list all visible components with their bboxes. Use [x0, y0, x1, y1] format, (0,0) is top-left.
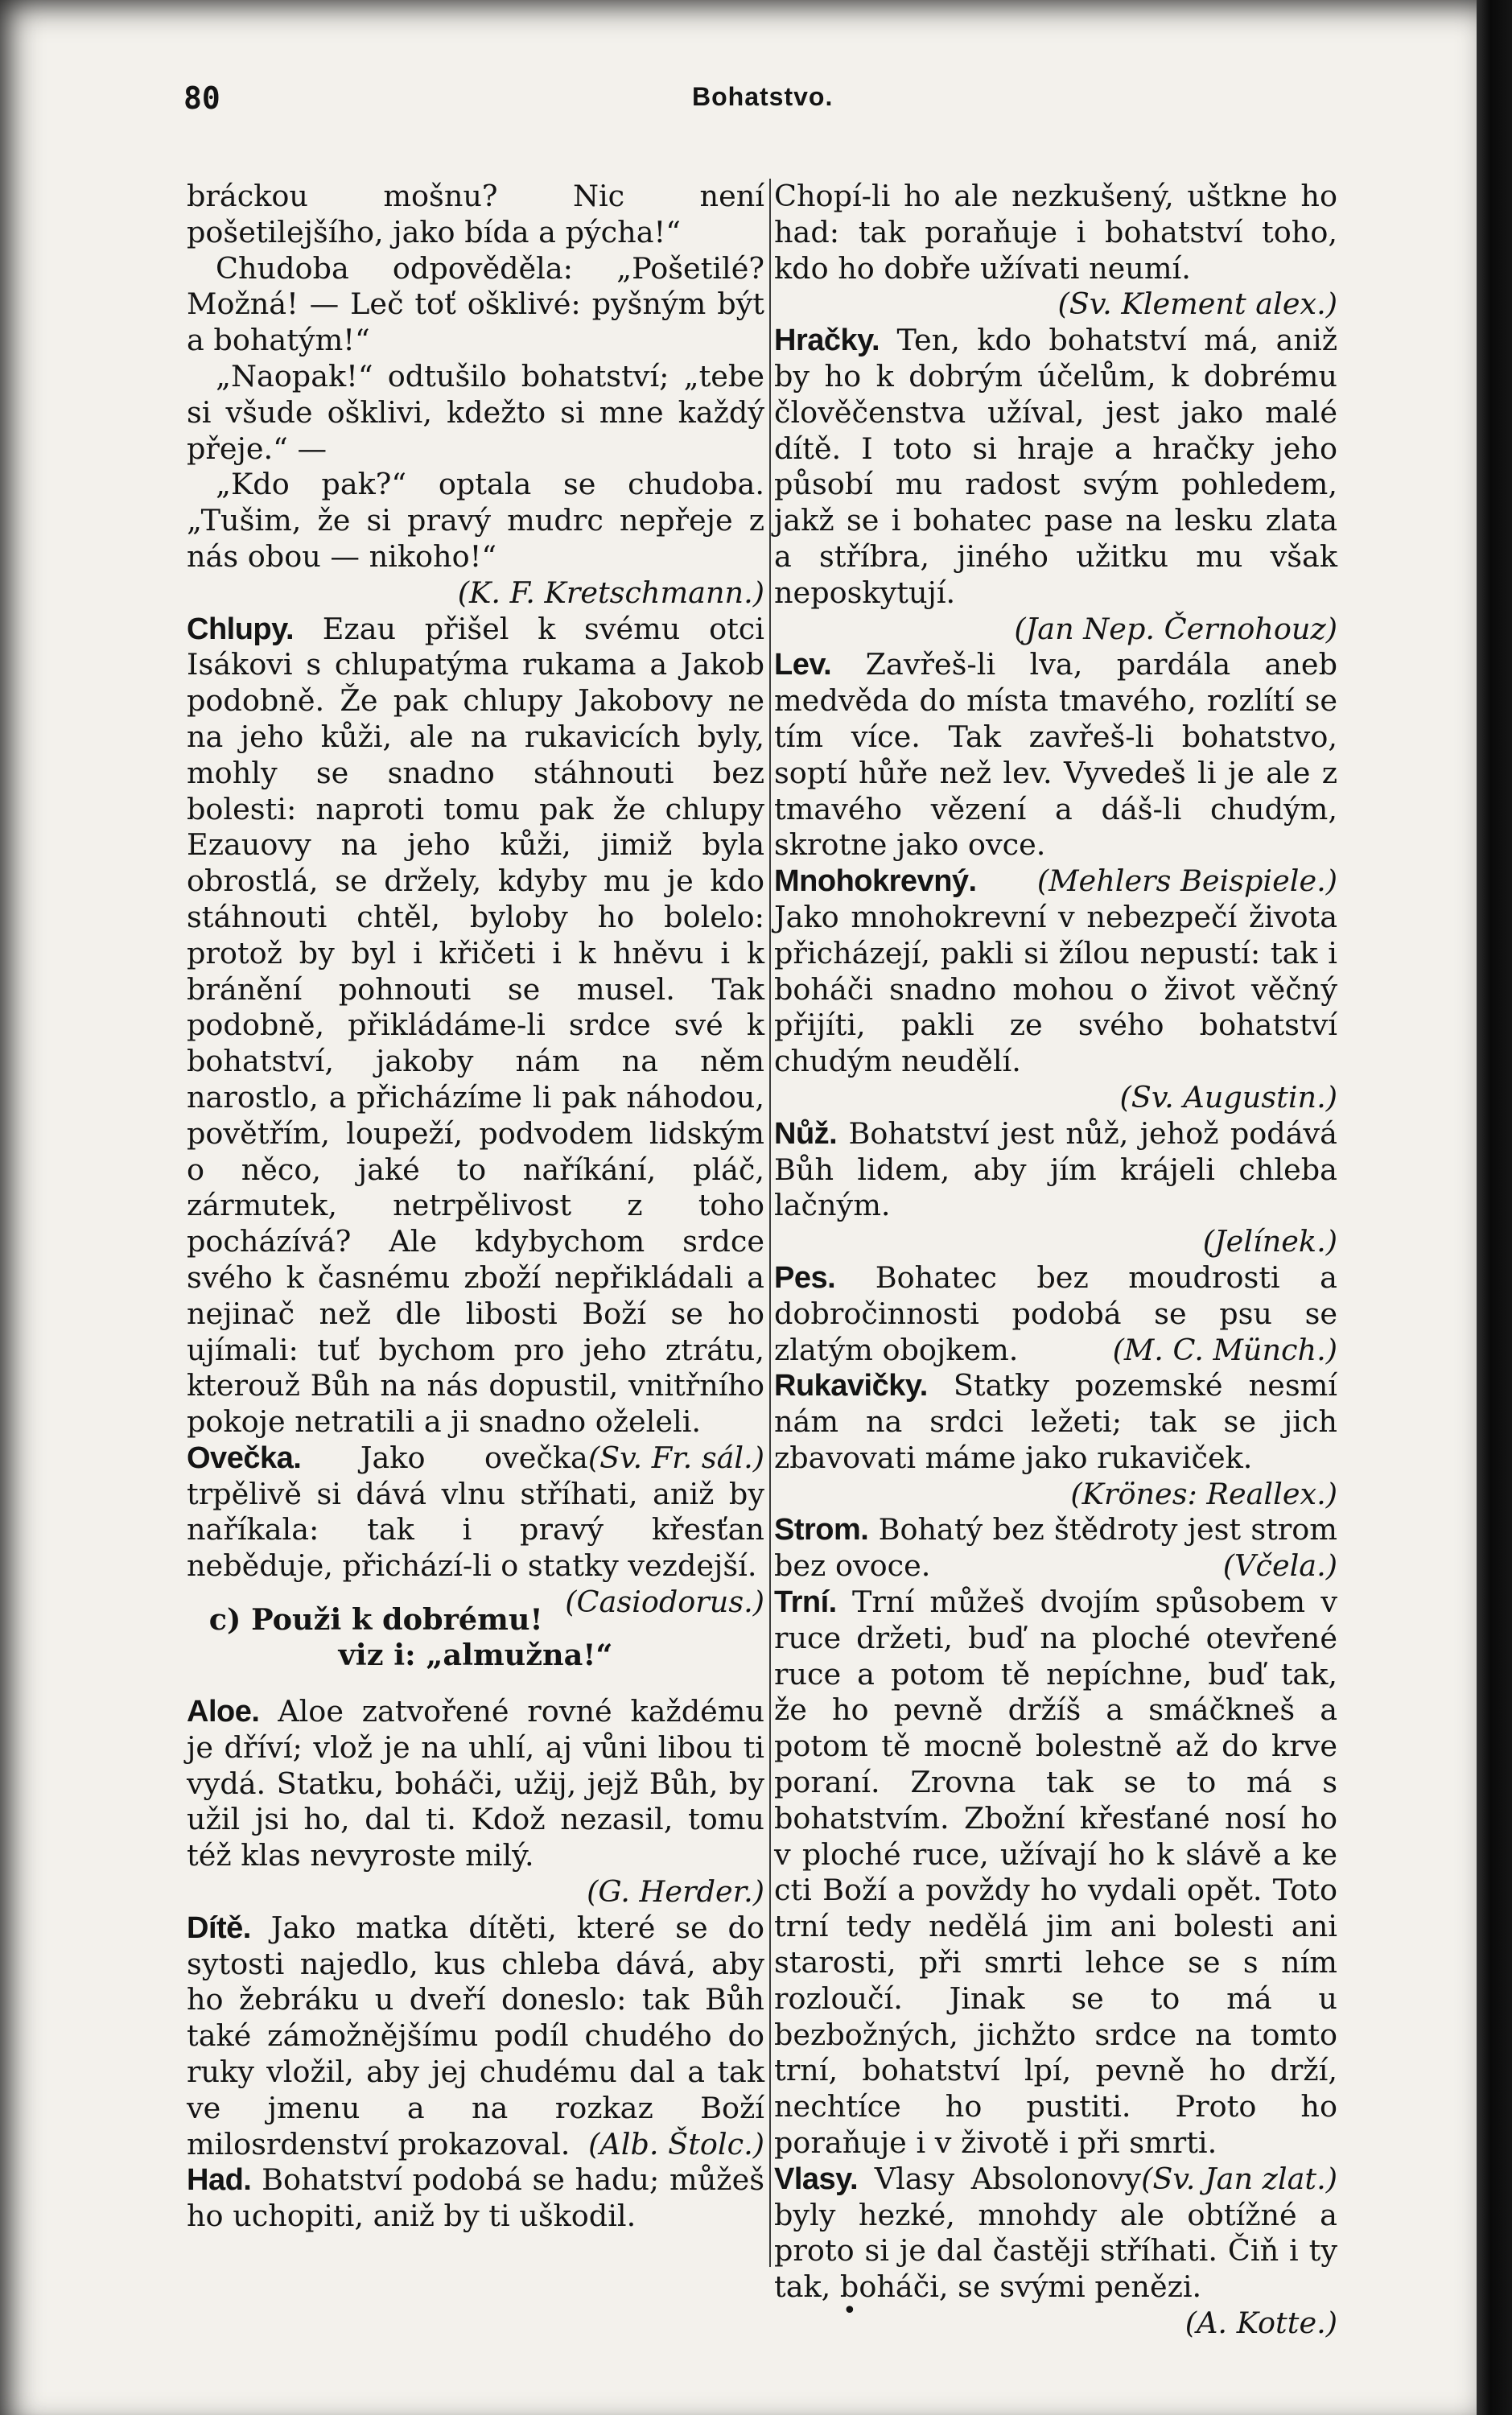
source-citation: (Sv. Fr. sál.) — [587, 1440, 764, 1475]
entry-text: Bohatec bez moudrosti a dobročinnosti podobá se psu se zlatým obojkem. — [774, 1259, 1337, 1367]
entry-text: Jako ovečka trpělivě si dává vlnu stříhati, aniž by naříkala: tak i pravý křesťan neběduje, přichází-li o statky vezdejší. — [187, 1440, 764, 1584]
entry-headword: Lev. — [774, 648, 832, 682]
entry-headword: Dítě. — [187, 1910, 251, 1945]
entry-had — [187, 2162, 764, 2235]
source-citation: (Jan Nep. Černohouz) — [1014, 611, 1337, 646]
source-citation: (Jelínek.) — [1202, 1224, 1337, 1259]
source-citation: (Casiodorus.) — [565, 1585, 764, 1620]
entry-headword: Mnohokrevný. — [774, 864, 977, 899]
scan-edge — [1477, 0, 1512, 2415]
entry-headword: Chlupy. — [187, 612, 295, 646]
entry-aloe — [187, 1694, 764, 1910]
entry-headword: Pes. — [774, 1260, 836, 1295]
paragraph-text: Chopí-li ho ale nezkušený, uštkne ho had: tak poraňuje i bohatství toho, kdo ho dobře užívati neumí. — [774, 179, 1337, 286]
entry-headword: Had. — [187, 2163, 252, 2198]
paragraph — [187, 467, 764, 611]
paragraph: „Naopak!“ odtušilo bohatství; „tebe si všude ošklivi, kdežto si mne každý přeje.“ — — [187, 358, 764, 466]
entry-text: Ezau přišel k svému otci Isákovi s chlupatýma rukama a Jakob podobně. Že pak chlupy Jakobovy ne na jeho kůži, ale na rukavicích byly, mohly se snadno stáhnouti bez bolesti: naproti tomu pak že chlupy Ezauovy na jeho kůži, jimiž byla obrostlá, se držely, kdyby mu je kdo stáhnouti chtěl, byloby ho bolelo: protož by byl i křičeti i k hněvu i k bránění pohnouti se musel. Tak podobně, přikládáme-li srdce své k bohatství, jakoby nám na něm narostlo, a přicházíme li pak náhodou, povětřím, loupeží, podvodem lidským o něco, jaké to naříkání, pláč, zármutek, netrpělivost z toho pocházívá? Ale kdybychom srdce svého k časnému zboží nepřikládali a nejinač než dle libosti Boží se ho ujímali: tuť bychom pro jeho ztrátu, kterouž Bůh na nás dopustil, vnitřního pokoje netratili a ji snadno oželeli. — [187, 611, 764, 1440]
entry-headword: Nůž. — [774, 1116, 838, 1151]
section-title: c) Použi k dobrému! viz i: „almužna!“ — [208, 1602, 613, 1673]
source-citation: (M. C. Münch.) — [1112, 1332, 1337, 1367]
entry-text: Zavřeš-li lva, pardála aneb medvěda do místa tmavého, rozlítí se tím více. Tak zavřeš-li bohatstvo, soptí hůře než lev. Vyvedeš li je ale z tmavého vězení a dáš-li chudým, skrotne jako ovce. — [774, 647, 1337, 863]
paragraph: bráckou mošnu? Nic není pošetilejšího, jako bída a pýcha!“ — [187, 179, 764, 249]
entry-text: Jako matka dítěti, které se do sytosti najedlo, kus chleba dává, aby ho žebráku u dveří doneslo: tak Bůh také zámožnějšímu podíl chudého do ruky vložil, aby jej chudému dal a tak ve jmenu a na rozkaz Boží milosrdenství prokazoval. — [187, 1910, 764, 2162]
source-citation: (Alb. Štolc.) — [588, 2126, 764, 2162]
entry-headword: Strom. — [774, 1513, 869, 1547]
entry-text: Aloe zatvořené rovné každému je dříví; vlož je na uhlí, aj vůni libou ti vydá. Statku, boháči, užij, jejž Bůh, by užil jsi ho, dal ti. Kdož nezasil, tomu též klas nevyroste milý. — [187, 1694, 764, 1873]
source-citation: (K. F. Kretschmann.) — [457, 575, 764, 610]
running-head: Bohatstvo. — [692, 82, 834, 111]
entry-dite — [187, 1910, 764, 2163]
paragraph — [774, 179, 1337, 323]
entry-hracky — [774, 323, 1337, 647]
entry-headword: Aloe. — [187, 1695, 260, 1729]
entry-mnohokrevny — [774, 863, 1337, 1116]
entry-text: Ten, kdo bohatství má, aniž by ho k dobrým účelům, k dobrému člověčenstva užíval, jest jako malé dítě. I toto si hraje a hračky jeho působí mu radost svým pohledem, jakž se i bohatec pase na lesku zlata a stříbra, jiného užitku mu však neposkytují. — [774, 323, 1337, 610]
page-number: 80 — [183, 80, 220, 116]
entry-text: Jako mnohokrevní v nebezpečí života přicházejí, pakli si žílou nepustí: tak i boháči snadno mohou o život věčný přijíti, pakli ze svého bohatství chudým neudělí. — [774, 899, 1337, 1079]
entry-headword: Trní. — [774, 1585, 837, 1620]
source-citation: (Krönes: Reallex.) — [1070, 1476, 1337, 1511]
entry-text: Bohatství podobá se hadu; můžeš ho uchopiti, aniž by ti uškodil. — [187, 2162, 764, 2234]
entry-rukavicky — [774, 1368, 1337, 1512]
entry-headword: Ovečka. — [187, 1440, 302, 1475]
entry-pes — [774, 1260, 1337, 1368]
footer-mark: • — [843, 2297, 857, 2325]
source-citation: (Sv. Augustin.) — [1119, 1079, 1337, 1115]
source-citation: (Sv. Klement alex.) — [1057, 286, 1337, 322]
source-citation: (Mehlers Beispiele.) — [1036, 863, 1337, 899]
entry-nuz — [774, 1116, 1337, 1260]
left-column — [187, 179, 764, 2235]
entry-text: Bohatství jest nůž, jehož podává Bůh lidem, aby jím krájeli chleba lačným. — [774, 1115, 1337, 1223]
entry-headword: Rukavičky. — [774, 1369, 928, 1403]
column-divider — [769, 179, 771, 2267]
source-citation: (Včela.) — [1222, 1548, 1337, 1584]
source-citation: (G. Herder.) — [587, 1874, 764, 1910]
source-citation: (A. Kotte.) — [1184, 2306, 1337, 2341]
entry-headword: Hračky. — [774, 324, 880, 358]
entry-strom — [774, 1512, 1337, 1585]
entry-text: Statky pozemské nesmí nám na srdci ležeti; tak se jich zbavovati máme jako rukaviček. — [774, 1368, 1337, 1475]
right-column — [774, 179, 1337, 2342]
paragraph-text: „Kdo pak?“ optala se chudoba. „Tušim, že si pravý mudrc nepřeje z nás obou — nikoho!“ — [187, 467, 764, 574]
entry-text: Vlasy Absolonovy byly hezké, mnohdy ale obtížné a proto si je dal častěji stříhati. Čiň i ty tak, boháči, se svými penězi. — [774, 2161, 1337, 2305]
entry-text: Trní můžeš dvojím spůsobem v ruce držeti, buď na ploché otevřené ruce a potom tě nepíchne, buď tak, že ho pevně držíš a smáčkneš a potom tě mocně bolestně až do krve poraní. Zrovna tak se to má s bohatstvím. Zbožní křesťané nosí ho v ploché ruce, užívají ho k slávě a ke cti Boží a povždy ho vydali opět. Toto trní tedy nedělá jim ani bolesti ani starosti, při smrti lehce se s ním rozloučí. Jinak se to má u bezbožných, jichžto srdce na tomto trní, bohatství lpí, pevně ho drží, nechtíce ho pustiti. Proto ho poraňuje i v životě i při smrti. — [774, 1585, 1337, 2161]
source-citation: (Sv. Jan zlat.) — [1141, 2161, 1337, 2196]
entry-text: Bohatý bez štědroty jest strom bez ovoce. — [774, 1512, 1337, 1584]
entry-headword: Vlasy. — [774, 2162, 859, 2196]
paragraph: Chudoba odpověděla: „Pošetilé? Možná! — Leč toť ošklivé: pyšným být a bohatým!“ — [187, 250, 764, 358]
